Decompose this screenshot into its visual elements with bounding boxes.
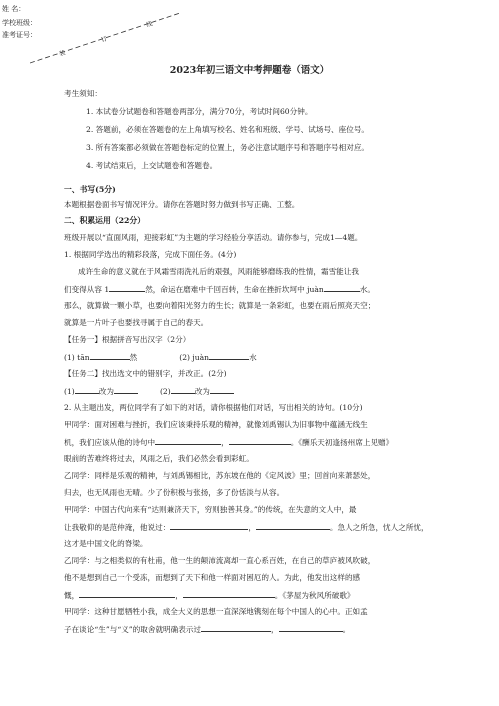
dialogue-text: ， [221,438,229,447]
notice-item-2: 2. 答题前，必须在答题卷的左上角填写校名、姓名和班级、学号、试场号、座位号。 [86,125,370,134]
passage-line-2 [64,283,375,295]
task-1-b-suffix: 水 [249,353,257,362]
answer-blank[interactable] [170,521,248,530]
task-2-b-mid: 改为 [194,387,210,396]
task-2-a-mid: 改为 [98,387,114,396]
binding-char-2: 订 [100,35,109,44]
task-2-answers [64,385,234,397]
answer-blank[interactable] [109,283,145,292]
answer-blank[interactable] [201,623,271,632]
answer-blank[interactable] [75,385,99,394]
dialogue-text: 。 [342,625,351,634]
dialogue-line-6: 甲同学：中国古代向来有“达则兼济天下，穷则独善其身。”的传统，在失意的文人中，最 [64,505,357,514]
dialogue-line-13 [64,623,350,635]
section-2-heading: 二、积累运用（22分） [64,216,146,225]
answer-blank[interactable] [114,385,138,394]
answer-blank[interactable] [229,436,291,445]
task-2-b-prefix: (2) [159,387,171,396]
dialogue-text: 。《茅屋为秋风所破歌》 [274,591,355,600]
dialogue-text: 。急人之所急，忧人之所忧， [329,523,429,532]
binding-char-3: 线 [145,20,154,29]
notice-item-4: 4. 考试结束后，上交试题卷和答题卷。 [86,161,218,170]
dialogue-line-9: 乙同学：与之相类似的有杜甫，他一生的颠沛流离却一直心系百姓，在自己的草庐被风吹破， [64,556,376,565]
question-2: 2. 从主题出发，两位同学有了如下的对话，请你根据他们对话，写出相关的诗句。(10分) [64,403,363,412]
passage-line-2-c: 水。 [359,285,375,294]
dialogue-line-7 [64,521,429,533]
exam-number-label: 准考证号： [2,31,37,39]
passage-line-2-b: 然，命运在磨难中千回百转，生命在挫折坎坷中 juàn [145,285,324,294]
task-2-a-prefix: (1) [64,387,75,396]
page-title: 2023年初三语文中考押题卷（语文） [169,65,330,76]
dialogue-line-12: 甲同学：这种甘愿牺牲小我，成全大义的思想一直深深地镌刻在每个中国人的心中。正如孟 [64,607,368,616]
dialogue-text: ， [248,523,256,532]
name-label: 姓 名： [2,5,26,13]
task-2-label: 【任务二】找出选文中的错别字，并改正。(2分) [64,369,227,378]
answer-blank[interactable] [183,589,275,598]
dialogue-text: 慨， [64,591,80,600]
dialogue-text: 机，我们应该从他的诗句中 [64,438,156,447]
dialogue-text: 让我敬仰的是范仲淹，他说过： [64,523,171,532]
section-1-heading: 一、书写(5分) [64,185,116,194]
answer-blank[interactable] [324,283,360,292]
passage-line-1: 成许生命的意义就在于风霜雪雨洗礼后的艰强，风雨能够磨练我的性情，霜雪能让我 [78,267,359,276]
passage-line-2-a: 们变得从容 1 [64,285,110,294]
task-1-b-prefix: (2) juàn [179,353,210,362]
dialogue-line-10: 他不是想到自己一个受冻，而想到了天下和他一样面对困厄的人。为此，他发出这样的感 [64,573,361,582]
question-1: 1. 根据同学选出的精彩段落，完成下面任务。(4分) [64,250,237,259]
passage-line-3: 那么，就算做一颗小草，也要向着阳光努力的生长；就算是一条彩虹，也要在雨后照亮天空； [64,301,376,310]
passage-line-4: 就算是一片叶子也要找寻属于自己的春天。 [64,318,209,327]
dialogue-line-5: 归去，也无风雨也无晴。少了份积极与张扬，多了份恬淡与从容。 [64,488,285,497]
answer-blank[interactable] [90,351,130,360]
answer-blank[interactable] [279,623,343,632]
binding-char-1: 装 [58,49,67,58]
section-2-intro: 班级开展以“直面风雨，迎接彩虹”为主题的学习经验分享活动。请你参与，完成1—4题。 [64,233,363,242]
answer-blank[interactable] [209,351,249,360]
answer-blank[interactable] [210,385,234,394]
dialogue-text: ， [271,625,279,634]
dialogue-line-4: 乙同学：同样是乐观的精神，与刘禹锡相比，苏东坡在他的《定风波》里；回首向来萧瑟处， [64,471,376,480]
task-1-a-prefix: (1) tān [64,353,90,362]
dialogue-text: 。《酬乐天初逢扬州席上见赠》 [290,438,394,447]
dialogue-line-3: 眼前的苦难终将过去，风雨之后，我们必然会看到彩虹。 [64,454,254,463]
answer-blank[interactable] [155,436,221,445]
answer-blank[interactable] [79,589,175,598]
answer-blank[interactable] [256,521,330,530]
task-1-answers [64,351,257,363]
dialogue-line-1: 甲同学：面对困难与挫折，我们应该秉持乐观的精神，就像刘禹锡认为旧事物中蕴涵无线生 [64,420,368,429]
answer-blank[interactable] [171,385,195,394]
task-1-a-suffix: 然 [129,353,138,362]
dialogue-line-2 [64,436,393,448]
dialogue-line-8: 这才是中国文化的脊梁。 [64,539,148,548]
notice-heading: 考生须知： [64,89,102,98]
notice-item-3: 3. 所有答案都必须做在答题卷标定的位置上，务必注意试题序号和答题序号相对应。 [86,143,370,152]
section-1-text: 本题根据卷面书写情况评分。请你在答题时努力做到书写正确、工整。 [64,200,300,209]
school-class-label: 学校班级： [2,19,37,27]
notice-item-1: 1. 本试卷分试题卷和答题卷两部分，满分70分，考试时间60分钟。 [86,107,313,116]
dialogue-text: ， [175,591,183,600]
dialogue-line-11 [64,589,355,601]
task-1-label: 【任务一】根据拼音写出汉字（2分） [64,335,191,344]
dialogue-text: 子在谈论“生”与“义”的取舍就明确表示过 [64,625,202,634]
